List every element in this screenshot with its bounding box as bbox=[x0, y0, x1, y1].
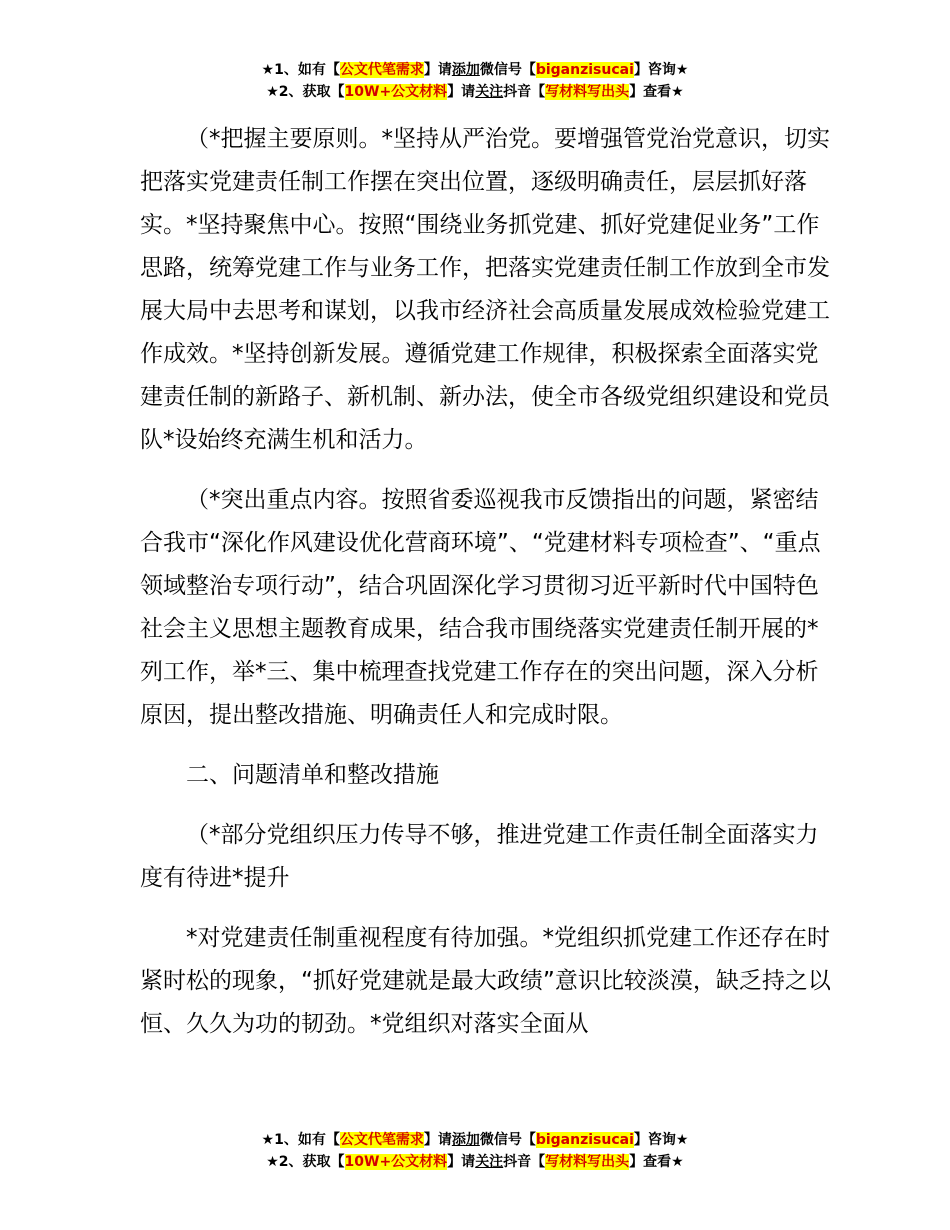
banner-underlined: 关注 bbox=[475, 1154, 504, 1170]
document-body bbox=[140, 118, 840, 1063]
banner-text: 】请 bbox=[423, 1132, 452, 1148]
banner-text: 】请 bbox=[447, 1154, 476, 1170]
banner-text: 抖音【 bbox=[503, 84, 546, 100]
banner-line-1 bbox=[0, 1129, 950, 1151]
body-paragraph: （*部分党组织压力传导不够，推进党建工作责任制全面落实力度有待进*提升 bbox=[140, 822, 819, 891]
banner-highlight: 公文代笔需求 bbox=[339, 62, 424, 78]
banner-text: 微信号【 bbox=[479, 62, 536, 78]
banner-text: ★1、如有【 bbox=[261, 62, 340, 78]
banner-line-2 bbox=[0, 81, 950, 103]
banner-highlight: 10W+公文材料 bbox=[344, 84, 448, 100]
banner-text: 】请 bbox=[447, 84, 476, 100]
banner-highlight: 10W+公文材料 bbox=[344, 1154, 448, 1170]
banner-highlight: biganzisucai bbox=[535, 62, 634, 78]
banner-text: ★2、获取【 bbox=[266, 1154, 345, 1170]
body-paragraph: *对党建责任制重视程度有待加强。*党组织抓党建工作还存在时紧时松的现象，“抓好党建就是最大政绩”意识比较淡漠，缺乏持之以恒、久久为功的韧劲。*党组织对落实全面从 bbox=[140, 925, 831, 1037]
banner-text: 】查看★ bbox=[629, 84, 684, 100]
banner-line-2 bbox=[0, 1151, 950, 1173]
banner-text: 】请 bbox=[423, 62, 452, 78]
banner-highlight: 写材料写出头 bbox=[545, 84, 630, 100]
header-banner bbox=[0, 59, 950, 103]
section-heading: 二、问题清单和整改措施 bbox=[186, 762, 439, 788]
banner-text: 微信号【 bbox=[479, 1132, 536, 1148]
body-paragraph: （*突出重点内容。按照省委巡视我市反馈指出的问题，紧密结合我市“深化作风建设优化营商环境”、“党建材料专项检查”、“重点领域整治专项行动”，结合巩固深化学习贯彻习近平新时代中国特色社会主义思想主题教育成果，结合我市围绕落实党建责任制开展的*列工作，举*三、集中梳理查找党建工作存在的突出问题，深入分析原因，提出整改措施、明确责任人和完成时限。 bbox=[140, 487, 821, 728]
banner-underlined: 添加 bbox=[451, 1132, 480, 1148]
banner-underlined: 添加 bbox=[451, 62, 480, 78]
body-paragraph: （*把握主要原则。*坚持从严治党。要增强管党治党意识，切实把落实党建责任制工作摆在突出位置，逐级明确责任，层层抓好落实。*坚持聚焦中心。按照“围绕业务抓党建、抓好党建促业务”工作思路，统筹党建工作与业务工作，把落实党建责任制工作放到全市发展大局中去思考和谋划，以我市经济社会高质量发展成效检验党建工作成效。*坚持创新发展。遵循党建工作规律，积极探索全面落实党建责任制的新路子、新机制、新办法，使全市各级党组织建设和党员队*设始终充满生机和活力。 bbox=[140, 126, 830, 453]
banner-underlined: 关注 bbox=[475, 84, 504, 100]
banner-text: 抖音【 bbox=[503, 1154, 546, 1170]
banner-highlight: 写材料写出头 bbox=[545, 1154, 630, 1170]
banner-text: 】咨询★ bbox=[633, 1132, 689, 1148]
banner-text: ★2、获取【 bbox=[266, 84, 345, 100]
banner-text: 】查看★ bbox=[629, 1154, 684, 1170]
footer-banner bbox=[0, 1129, 950, 1173]
banner-highlight: biganzisucai bbox=[535, 1132, 634, 1148]
banner-line-1 bbox=[0, 59, 950, 81]
banner-highlight: 公文代笔需求 bbox=[339, 1132, 424, 1148]
banner-text: 】咨询★ bbox=[633, 62, 689, 78]
banner-text: ★1、如有【 bbox=[261, 1132, 340, 1148]
